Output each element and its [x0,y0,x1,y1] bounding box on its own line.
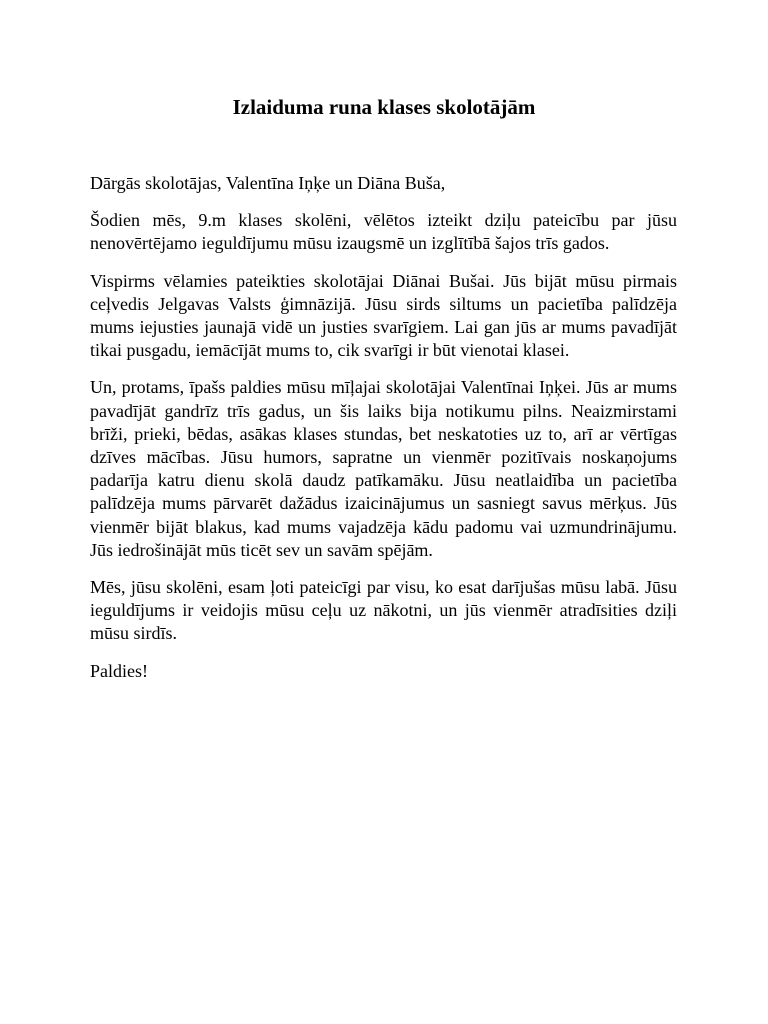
document-body [90,172,677,697]
body-paragraph: Vispirms vēlamies pateikties skolotājai Diānai Bušai. Jūs bijāt mūsu pirmais ceļvedis Jelgavas Valsts ģimnāzijā. Jūsu sirds siltums un pacietība palīdzēja mums iejusties jaunajā vidē un justies svarīgiem. Lai gan jūs ar mums pavadījāt tikai pusgadu, iemācījāt mums to, cik svarīgi ir būt vienotai klasei. [90,270,677,361]
body-paragraph: Un, protams, īpašs paldies mūsu mīļajai skolotājai Valentīnai Iņķei. Jūs ar mums pavadījāt gandrīz trīs gadus, un šis laiks bija notikumu pilns. Neaizmirstami brīži, prieki, bēdas, asākas klases stundas, bet neskatoties uz to, arī ar vērtīgas dzīves mācības. Jūsu humors, sapratne un vienmēr pozitīvais noskaņojums padarīja katru dienu skolā daudz patīkamāku. Jūsu neatlaidība un pacietība palīdzēja mums pārvarēt dažādus izaicinājumus un sasniegt savus mērķus. Jūs vienmēr bijāt blakus, kad mums vajadzēja kādu padomu vai uzmundrinājumu. Jūs iedrošinājāt mūs ticēt sev un savām spējām. [90,377,677,560]
body-paragraph: Šodien mēs, 9.m klases skolēni, vēlētos izteikt dziļu pateicību par jūsu nenovērtējamo ieguldījumu mūsu izaugsmē un izglītībā šajos trīs gados. [90,210,677,254]
document-title: Izlaiduma runa klases skolotājām [232,95,536,119]
greeting-paragraph: Dārgās skolotājas, Valentīna Iņķe un Diāna Buša, [90,173,446,193]
body-paragraph: Mēs, jūsu skolēni, esam ļoti pateicīgi par visu, ko esat darījušas mūsu labā. Jūsu ieguldījums ir veidojis mūsu ceļu uz nākotni, un jūs vienmēr atradīsities dziļi mūsu sirdīs. [90,577,677,644]
closing-paragraph: Paldies! [90,660,148,681]
